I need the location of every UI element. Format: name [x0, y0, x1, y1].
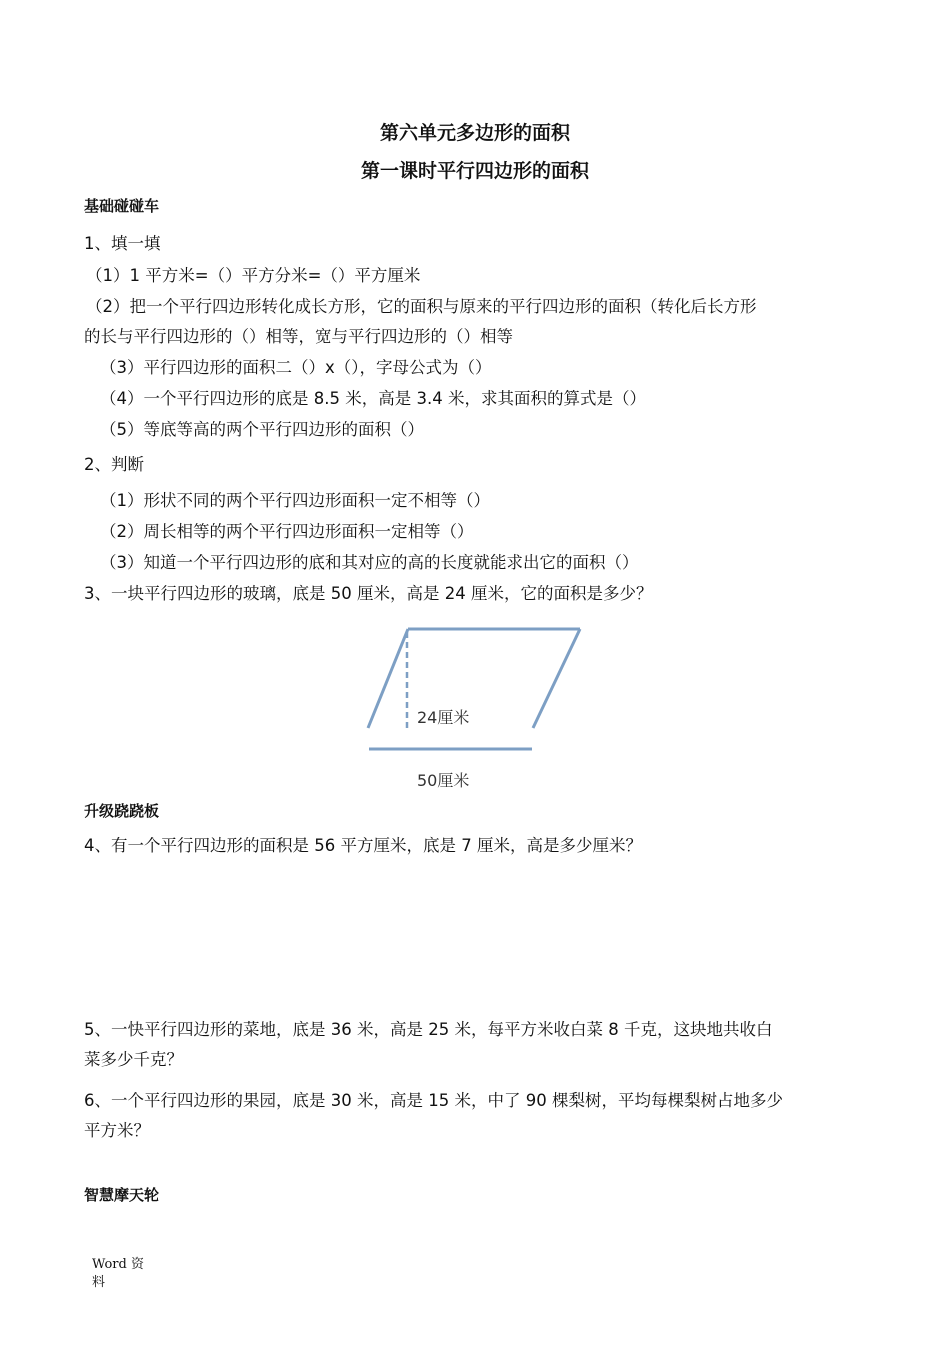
section-heading-basic: 基础碰碰车	[84, 197, 160, 215]
footer-note: Word 资料	[92, 1257, 144, 1290]
parallelogram-figure	[360, 620, 600, 800]
question-3-text: 3、一块平行四边形的玻璃，底是 50 厘米，高是 24 厘米，它的面积是多少？	[84, 584, 653, 603]
question-2-item: （1）形状不同的两个平行四边形面积一定不相等（）	[100, 491, 490, 510]
question-6-text: 6、一个平行四边形的果园，底是 30 米，高是 15 米，中了 90 棵梨树，平均每棵梨树占地多少	[84, 1091, 783, 1110]
section-heading-advanced: 升级跷跷板	[84, 802, 160, 820]
question-5-text: 菜多少千克？	[84, 1050, 183, 1069]
question-1-item: （1）1 平方米=（）平方分米=（）平方厘米	[86, 266, 421, 285]
question-5-text: 5、一快平行四边形的菜地，底是 36 米，高是 25 米，每平方米收白菜 8 千克，这块地共收白	[84, 1020, 773, 1039]
question-2-item: （2）周长相等的两个平行四边形面积一定相等（）	[100, 522, 474, 541]
parallelogram-left-side	[368, 629, 408, 728]
question-1-item: （3）平行四边形的面积二（）x（），字母公式为（）	[100, 358, 492, 377]
section-heading-wisdom: 智慧摩天轮	[84, 1186, 160, 1204]
lesson-title: 第一课时平行四边形的面积	[360, 160, 589, 182]
question-1-item: （4）一个平行四边形的底是 8.5 米，高是 3.4 米，求其面积的算式是（）	[100, 389, 646, 408]
height-label: 24厘米	[417, 708, 470, 727]
question-4-text: 4、有一个平行四边形的面积是 56 平方厘米，底是 7 厘米，高是多少厘米？	[84, 836, 642, 855]
question-1-item: 的长与平行四边形的（）相等，宽与平行四边形的（）相等	[84, 327, 513, 346]
question-2-label: 2、判断	[84, 455, 144, 474]
question-1-item: （5）等底等高的两个平行四边形的面积（）	[100, 420, 424, 439]
question-2-item: （3）知道一个平行四边形的底和其对应的高的长度就能求出它的面积（）	[100, 553, 639, 572]
question-6-text: 平方米？	[84, 1121, 150, 1140]
base-label: 50厘米	[417, 771, 470, 790]
question-1-item: （2）把一个平行四边形转化成长方形，它的面积与原来的平行四边形的面积（转化后长方形	[86, 297, 757, 316]
parallelogram-right-side	[533, 629, 580, 728]
unit-title: 第六单元多边形的面积	[379, 122, 570, 144]
question-1-label: 1、填一填	[84, 234, 161, 253]
